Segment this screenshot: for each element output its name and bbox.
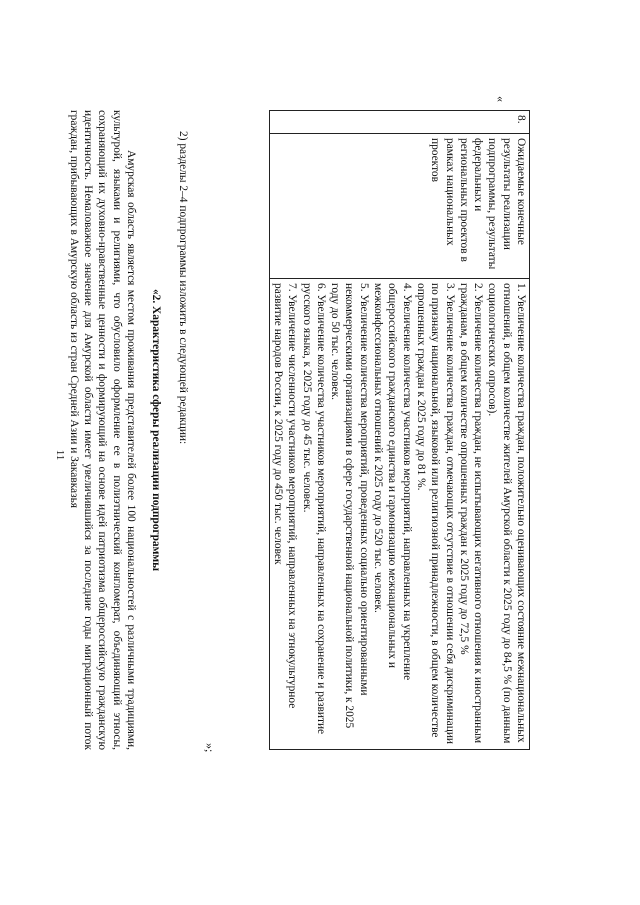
result-item-6: 6. Увеличение количества участников мероприятий, направленных на сохранение и развитие русского языка, к 2025 году до 45 тыс. человек. (300, 283, 327, 735)
body-paragraph: Амурская область является местом проживания представителей более 100 национальностей с различными традициями, культурой, языками и религиями, что обусловило оформление ее в полиэтнический конгломерат, объединяющий этносы, сохраняющий их духовно-нравственные ценности и формирующий на основе идей патриотизма общероссийскую гражданскую идентичность. Немаловажное значение для Амурской области имеет увеличившийся за последние годы миграционный поток граждан, прибывающих в Амурскую область из стран Средней Азии и Закавказья (67, 110, 137, 750)
row-label: Ожидаемые конечные результаты реализации подпрограммы, результаты федеральных и региональных проектов в рамках национальных проектов (269, 134, 529, 279)
row-number: 8. (269, 111, 529, 134)
result-item-3: 3. Увеличение количества граждан, отмечающих отсутствие в отношении себя дискриминации по признаку национальной, языковой или религиозной принадлежности, в общем количестве опрошенных граждан к 2025 году до 81 %. (414, 283, 456, 745)
table-row (269, 111, 529, 750)
result-item-4: 4. Увеличение количества участников мероприятий, направленных на укрепление общероссийского гражданского единства и гармонизацию межнациональных и межконфессиональных отношений к 2025 году до 520 тыс. человек. (372, 283, 413, 681)
result-item-7: 7. Увеличение численности участников мероприятий, направленных на этнокультурное развитие народов России, к 2025 году до 450 тыс. человек (271, 283, 299, 709)
results-table (269, 110, 530, 750)
closing-quote-mark: »; (203, 743, 217, 753)
intro-text: 2) разделы 2–4 подпрограммы изложить в следующей редакции: (177, 131, 189, 445)
section-heading: «2. Характеристика сферы реализации подпрограммы (150, 288, 162, 572)
expected-results-cell (269, 279, 529, 750)
result-item-5: 5. Увеличение количества мероприятий, проведенных социально ориентированными некоммерческими организациями в сфере государственной национальной политики, к 2025 году до 50 тыс. человек. (329, 283, 370, 729)
rotated-page-content (67, 80, 570, 840)
page-number: 11 (54, 449, 66, 461)
result-item-1: 1. Увеличение количества граждан, положительно оценивающих состояние межнациональных отношений, в общем количестве жителей Амурской области к 2025 году до 84,5 % (по данным социологических опросов). (486, 283, 527, 744)
result-item-2: 2. Увеличение количества граждан, не испытывающих негативного отношения к иностранным гражданам, в общем количестве опрошенных граждан к 2025 году до 72,5 % (457, 283, 485, 744)
opening-quote-mark: « (494, 96, 508, 102)
